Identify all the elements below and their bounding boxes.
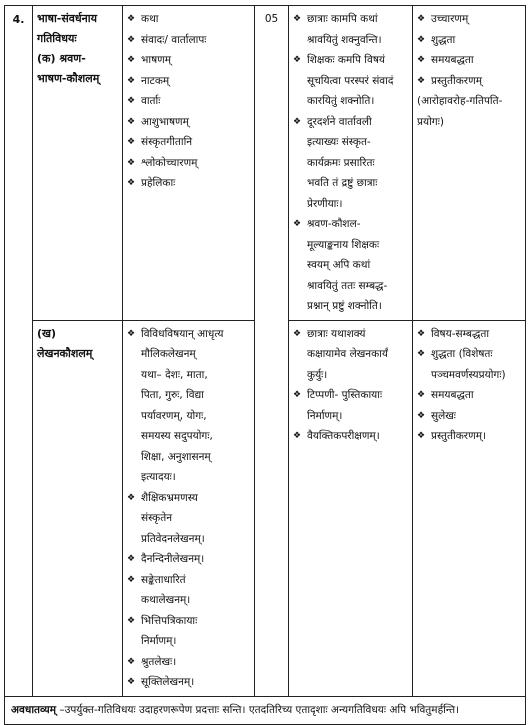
line: संस्कृतेन [141,512,173,524]
section-heading-writing [33,320,123,696]
line: ❖ वैयक्तिकपरीक्षणम्। [307,430,380,442]
line: ❖ सुलेखः [431,409,456,422]
list-item [293,385,408,426]
line: मूल्याङ्कनाय शिक्षकः [307,238,380,251]
methods-cell [289,6,413,321]
note-row [5,696,526,724]
line: कार्यक्रमः प्रसारितः [307,156,375,169]
line: ❖ सूक्तिलेखनम्। [141,676,195,688]
line: ❖ समयबद्धता [431,389,474,401]
line: मौलिकलेखनम् [141,348,196,360]
line: कथालेखनम्। [141,594,191,606]
list-item [293,214,408,317]
list-item [417,385,521,406]
list-item [293,426,408,447]
list-item: ❖ प्रहेलिकाः [127,173,250,194]
line: स्वयम् अपि कथां [307,259,371,271]
line: ❖ दैनन्दिनीलेखनम्। [141,553,205,565]
table-row [5,6,526,321]
line: ❖ श्रवण-कौशल- [307,218,361,230]
list-item [417,324,521,345]
line: ❖ छात्राः कामपि कथां [307,13,378,25]
line: भवति तं द्रष्टुं छात्राः [307,177,378,189]
list-item: ❖ वार्ताः [127,91,250,112]
list-item: ❖ शुद्धता [417,30,521,51]
line: इत्याख्यः संस्कृत- [307,136,371,148]
list-item: ❖ संस्कृतगीतानि [127,132,250,153]
line: पिता, गुरुः, विद्या [141,389,204,401]
heading-line: (ख) [37,326,57,340]
line: ❖ विषय-सम्बद्धता [431,327,490,340]
list-item [127,549,250,570]
list-item: ❖ भाषणम् [127,50,250,71]
line: समयस्य सदुपयोगः, [141,430,213,442]
line: ❖ शैक्षिकभ्रमणस्य [141,491,198,504]
list-item [127,570,250,611]
heading-line: लेखनकौशलम् [37,346,93,360]
line: ❖ प्रस्तुतीकरणम्। [431,430,486,442]
heading-line: भाषा-संवर्धनाय [37,12,98,25]
line: शिक्षा, अनुशासनम् [141,450,211,463]
line: श्रावयितुं शक्नुवन्ति। [307,33,382,46]
line: कारयितुं शक्नोति। [307,95,375,107]
activity-table [4,5,526,725]
line: ❖ शुद्धता (विशेषतः [431,348,493,360]
line: पर्यावरणम्, योगः, [141,409,207,422]
list-item [417,406,521,427]
section-heading-listening-speaking [33,6,123,321]
list-item [293,9,408,50]
line: ❖ शिक्षकः कमपि विषयं [307,54,385,66]
note-text: –उपर्युक्त-गतिविधयः उदाहरणरूपेण प्रदत्ताः सन्ति। एतदतिरिच्य एतादृशाः अन्यगतिविधयः अपि भवितुमर्हन्ति। [55,703,460,716]
list-item: ❖ समयबद्धता [417,50,521,71]
heading-line: भाषण-कौशलम् [37,72,100,85]
line: प्रश्नान् प्रष्टुं शक्नोति। [307,300,382,312]
list-item: ❖ श्लोकोच्चारणम् [127,153,250,174]
periods-cell: 05 [255,6,289,697]
list-item [293,50,408,112]
heading-line: गतिविधयः [37,32,77,45]
list-item: ❖ नाटकम् [127,71,250,92]
line: इत्यादयः। [141,471,176,483]
line: ❖ विविधविषयान् आधृत्य [141,327,224,340]
list-item [417,344,521,385]
list-item [293,112,408,215]
note-label: अवधातव्यम् [11,703,56,716]
line: ❖ टिप्पणी- पुस्तिकायाः [307,389,383,401]
line: ❖ श्रुतलेखः। [141,655,177,668]
criteria-note: प्रयोगः) [417,115,444,128]
activities-cell [123,320,255,696]
line: कुर्युः। [307,368,328,381]
heading-line: (क) श्रवण- [37,52,86,65]
criteria-note: (आरोहावरोह-गतिपति- [417,95,503,107]
list-item [127,324,250,488]
line: ❖ दूरदर्शने वार्तावली [307,115,372,128]
line: ❖ छात्राः यथाशक्यं [307,327,366,340]
list-item [127,488,250,550]
line: प्रतिवेदनलेखनम्। [141,532,205,545]
list-item [417,426,521,447]
criteria-cell [413,320,526,696]
row-number: 4. [5,6,33,697]
methods-cell [289,320,413,696]
list-item [127,652,250,673]
line: निर्माणम्। [307,409,343,422]
line: यथा– देशः, माता, [141,368,208,381]
line: पञ्चमवर्णस्यप्रयोगः) [431,368,506,381]
list-item [293,324,408,386]
line: निर्माणम्। [141,635,177,647]
list-item: ❖ संवादः/ वार्तालापः [127,30,250,51]
line: सूचयित्वा परस्परं संवादं [307,74,394,87]
note-cell [5,696,526,724]
criteria-cell [413,6,526,321]
line: ❖ सङ्केताधारितं [141,573,186,586]
list-item: ❖ आशुभाषणम् [127,112,250,133]
list-item [127,672,250,693]
line: श्रावयितुं ततः सम्बद्ध- [307,279,388,292]
activities-cell [123,6,255,321]
list-item [127,611,250,652]
list-item: ❖ कथा [127,9,250,30]
list-item: ❖ उच्चारणम् [417,9,521,30]
line: ❖ भित्तिपत्रिकायाः [141,614,198,627]
line: प्रेरणीयाः। [307,197,343,210]
line: कक्षायामेव लेखनकार्यं [307,348,388,360]
list-item: ❖ प्रस्तुतीकरणम् [417,71,521,92]
